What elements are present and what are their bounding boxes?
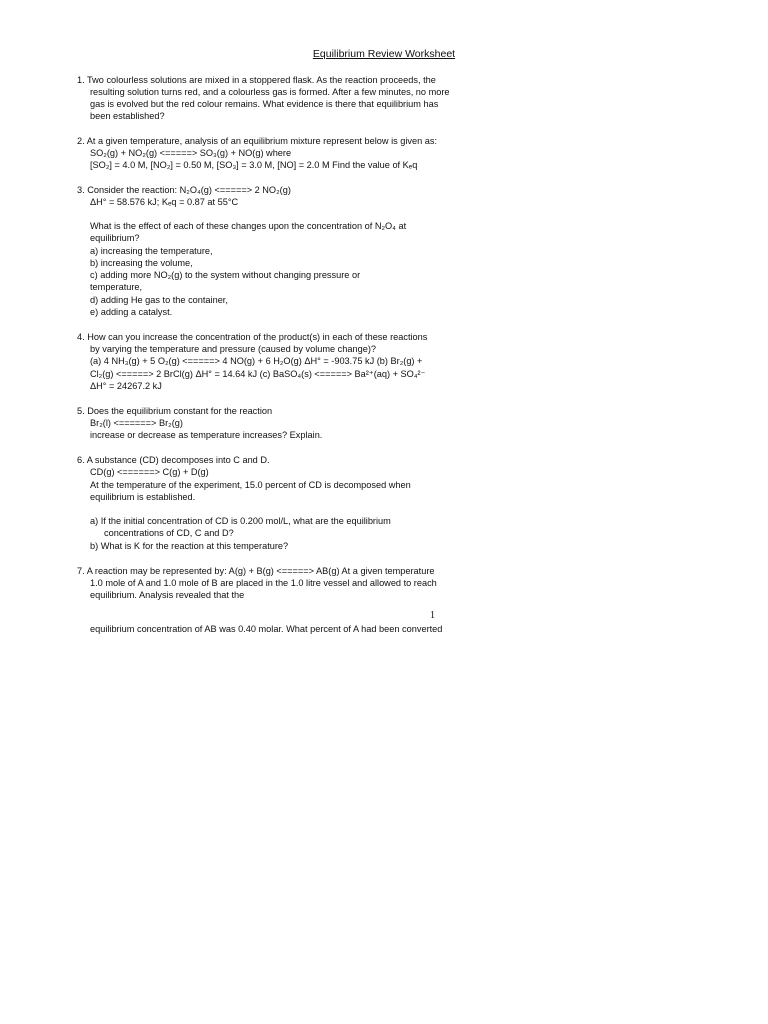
q4-line-2: by varying the temperature and pressure (caused by volume change)? xyxy=(90,344,376,354)
page-title: Equilibrium Review Worksheet xyxy=(312,48,456,60)
q1-line-4: been established? xyxy=(90,111,165,121)
q6-part-a: a) If the initial concentration of CD is 0.200 mol/L, what are the equilibrium xyxy=(90,516,391,526)
q5-line-3: increase or decrease as temperature increases? Explain. xyxy=(90,430,323,440)
q3-line-3: What is the effect of each of these changes upon the concentration of N₂O₄ at xyxy=(90,221,407,231)
q3-option-a: a) increasing the temperature, xyxy=(90,246,213,256)
q3-line-1: 3. Consider the reaction: N₂O₄(g) <=====> 2 NO₂(g) xyxy=(77,185,291,195)
q1-line-2: resulting solution turns red, and a colourless gas is formed. After a few minutes, no more xyxy=(90,87,450,97)
q6-line-2: CD(g) <======> C(g) + D(g) xyxy=(90,467,209,477)
q6-line-3: At the temperature of the experiment, 15.0 percent of CD is decomposed when xyxy=(90,480,411,490)
q7-line-2: 1.0 mole of A and 1.0 mole of B are placed in the 1.0 litre vessel and allowed to reach xyxy=(90,578,437,588)
page-number: 1 xyxy=(430,610,435,621)
q4-line-5: ΔH° = 24267.2 kJ xyxy=(90,381,162,391)
q1-line-1: 1. Two colourless solutions are mixed in a stoppered flask. As the reaction proceeds, the xyxy=(77,75,436,85)
q3-line-2: ΔH° = 58.576 kJ; Kₑq = 0.87 at 55°C xyxy=(90,197,239,207)
q2-line-3: [SO₂] = 4.0 M, [NO₂] = 0.50 M, [SO₃] = 3.0 M, [NO] = 2.0 M Find the value of Kₑq xyxy=(90,160,418,170)
q6-part-b: b) What is K for the reaction at this temperature? xyxy=(90,541,289,551)
q2-line-1: 2. At a given temperature, analysis of an equilibrium mixture represent below is given as: xyxy=(77,136,438,146)
q7-line-4: equilibrium concentration of AB was 0.40 molar. What percent of A had been converted xyxy=(90,624,443,634)
q5-line-1: 5. Does the equilibrium constant for the reaction xyxy=(77,406,273,416)
q4-line-3: (a) 4 NH₃(g) + 5 O₂(g) <=====> 4 NO(g) + 6 H₂O(g) ΔH° = -903.75 kJ (b) Br₂(g) + xyxy=(90,356,423,366)
q3-option-b: b) increasing the volume, xyxy=(90,258,193,268)
q3-option-e: e) adding a catalyst. xyxy=(90,307,173,317)
q3-option-d: d) adding He gas to the container, xyxy=(90,295,228,305)
q1-line-3: gas is evolved but the red colour remains. What evidence is there that equilibrium has xyxy=(90,99,439,109)
q7-line-3: equilibrium. Analysis revealed that the xyxy=(90,590,245,600)
q4-line-4: Cl₂(g) <=====> 2 BrCl(g) ΔH° = 14.64 kJ (c) BaSO₄(s) <=====> Ba²⁺(aq) + SO₄²⁻ xyxy=(90,369,426,379)
q6-line-1: 6. A substance (CD) decomposes into C and D. xyxy=(77,455,270,465)
q6-part-a-cont: concentrations of CD, C and D? xyxy=(104,528,234,538)
q3-option-c-cont: temperature, xyxy=(90,282,143,292)
q3-option-c: c) adding more NO₂(g) to the system without changing pressure or xyxy=(90,270,361,280)
q2-line-2: SO₂(g) + NO₂(g) <=====> SO₃(g) + NO(g) where xyxy=(90,148,292,158)
q6-line-4: equilibrium is established. xyxy=(90,492,196,502)
q4-line-1: 4. How can you increase the concentration of the product(s) in each of these reactions xyxy=(77,332,428,342)
q7-line-1: 7. A reaction may be represented by: A(g) + B(g) <=====> AB(g) At a given temperature xyxy=(77,566,435,576)
q5-line-2: Br₂(l) <======> Br₂(g) xyxy=(90,418,183,428)
q3-line-4: equilibrium? xyxy=(90,233,140,243)
